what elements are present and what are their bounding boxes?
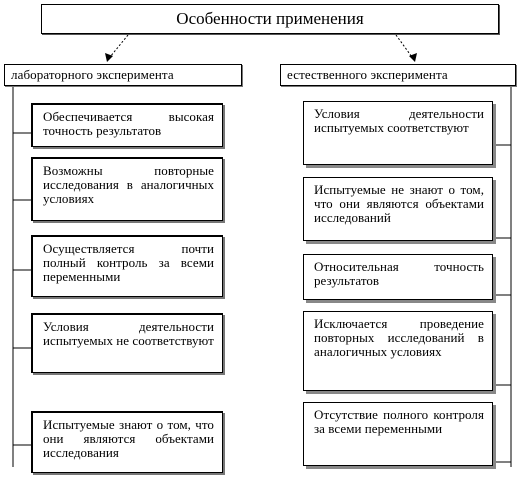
- arrow-left-line: [110, 35, 128, 57]
- arrow-right-line: [396, 35, 412, 57]
- right-item-1: Условия деятельности испытуемых соответствуют: [303, 101, 493, 165]
- right-item-5: Отсутствие полного контроля за всеми переменными: [303, 402, 493, 466]
- left-item-2: Возможны повторные исследования в аналогичных условиях: [31, 157, 223, 221]
- left-item-4: Условия деятельности испытуемых не соответствуют: [31, 313, 223, 373]
- diagram-title: Особенности применения: [41, 4, 499, 34]
- left-item-5: Испытуемые знают о том, что они являются объектами исследования: [31, 411, 223, 473]
- right-item-3: Относительная точность результатов: [303, 254, 493, 300]
- right-header: естественного эксперимента: [280, 64, 516, 86]
- right-item-2: Испытуемые не знают о том, что они являются объектами исследований: [303, 177, 493, 241]
- right-item-4: Исключается проведение повторных исследований в аналогичных условиях: [303, 311, 493, 391]
- left-item-1: Обеспечивается высокая точность результатов: [31, 103, 223, 147]
- left-item-3: Осуществляется почти полный контроль за всеми переменными: [31, 235, 223, 297]
- left-header: лабораторного эксперимента: [4, 64, 242, 86]
